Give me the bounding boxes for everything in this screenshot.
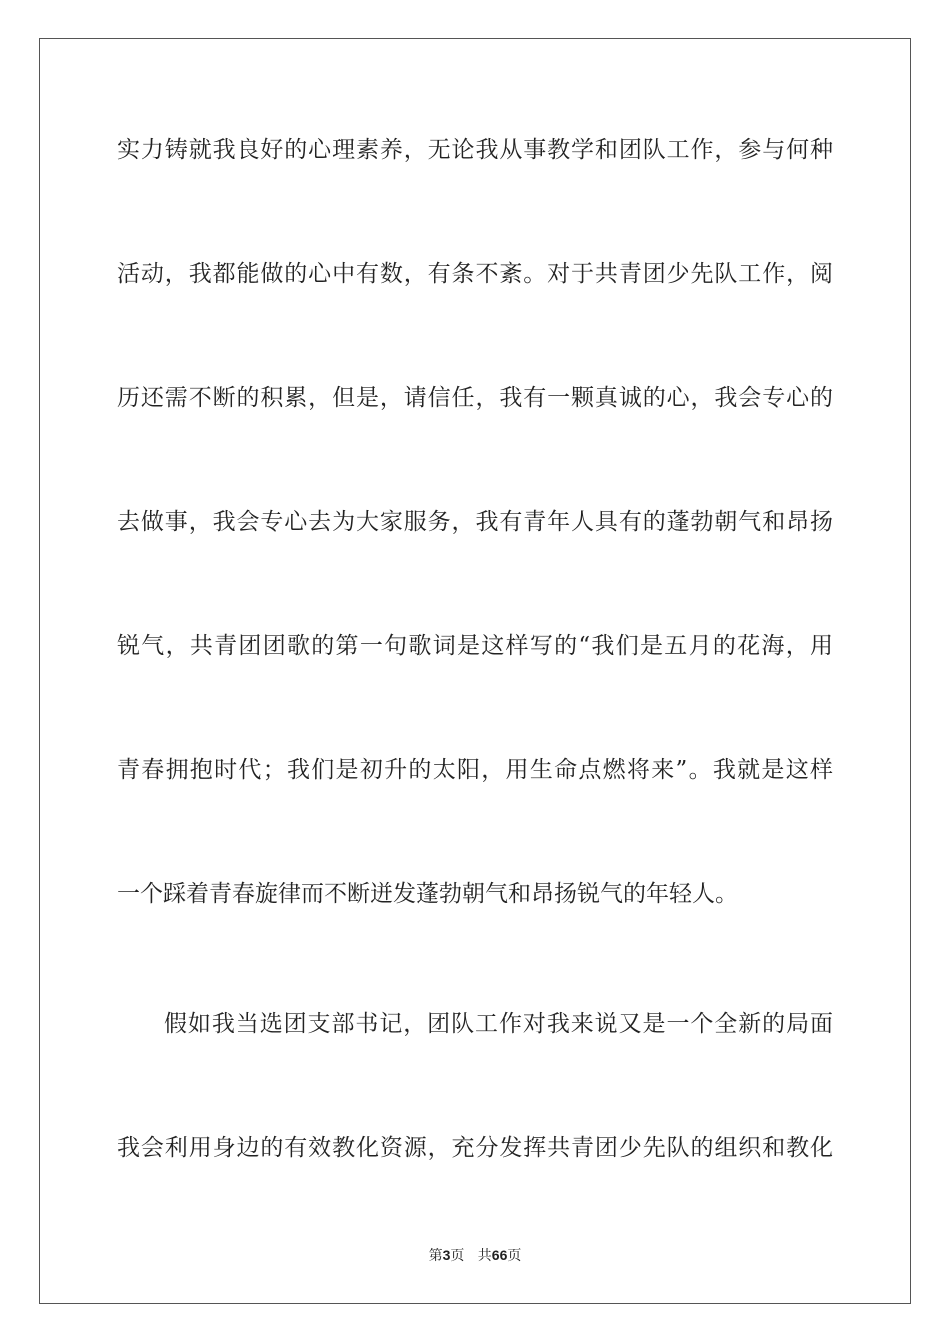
body-text-line: 去做事，我会专心去为大家服务，我有青年人具有的蓬勃朝气和昂扬 — [117, 509, 833, 535]
body-text-line: 锐气，共青团团歌的第一句歌词是这样写的“我们是五月的花海，用 — [117, 633, 833, 659]
body-text-line: 我会利用身边的有效教化资源，充分发挥共青团少先队的组织和教化 — [117, 1135, 833, 1161]
footer-middle: 页 共 — [450, 1248, 492, 1264]
body-text-line: 历还需不断的积累，但是，请信任，我有一颗真诚的心，我会专心的 — [117, 385, 833, 411]
page-border — [39, 38, 911, 1304]
footer-prefix: 第 — [428, 1248, 443, 1264]
paragraph-first-line: 假如我当选团支部书记，团队工作对我来说又是一个全新的局面 — [164, 1011, 833, 1037]
page-number-footer — [0, 1245, 950, 1266]
footer-suffix: 页 — [507, 1248, 522, 1264]
body-text-line: 青春拥抱时代；我们是初升的太阳，用生命点燃将来”。我就是这样 — [117, 757, 833, 783]
total-page-count: 66 — [491, 1247, 508, 1263]
body-text-line: 实力铸就我良好的心理素养，无论我从事教学和团队工作，参与何种 — [117, 137, 833, 163]
body-text-line: 活动，我都能做的心中有数，有条不紊。对于共青团少先队工作，阅 — [117, 261, 833, 287]
current-page-number: 3 — [442, 1247, 451, 1263]
body-text-line: 一个踩着青春旋律而不断迸发蓬勃朝气和昂扬锐气的年轻人。 — [117, 881, 738, 907]
